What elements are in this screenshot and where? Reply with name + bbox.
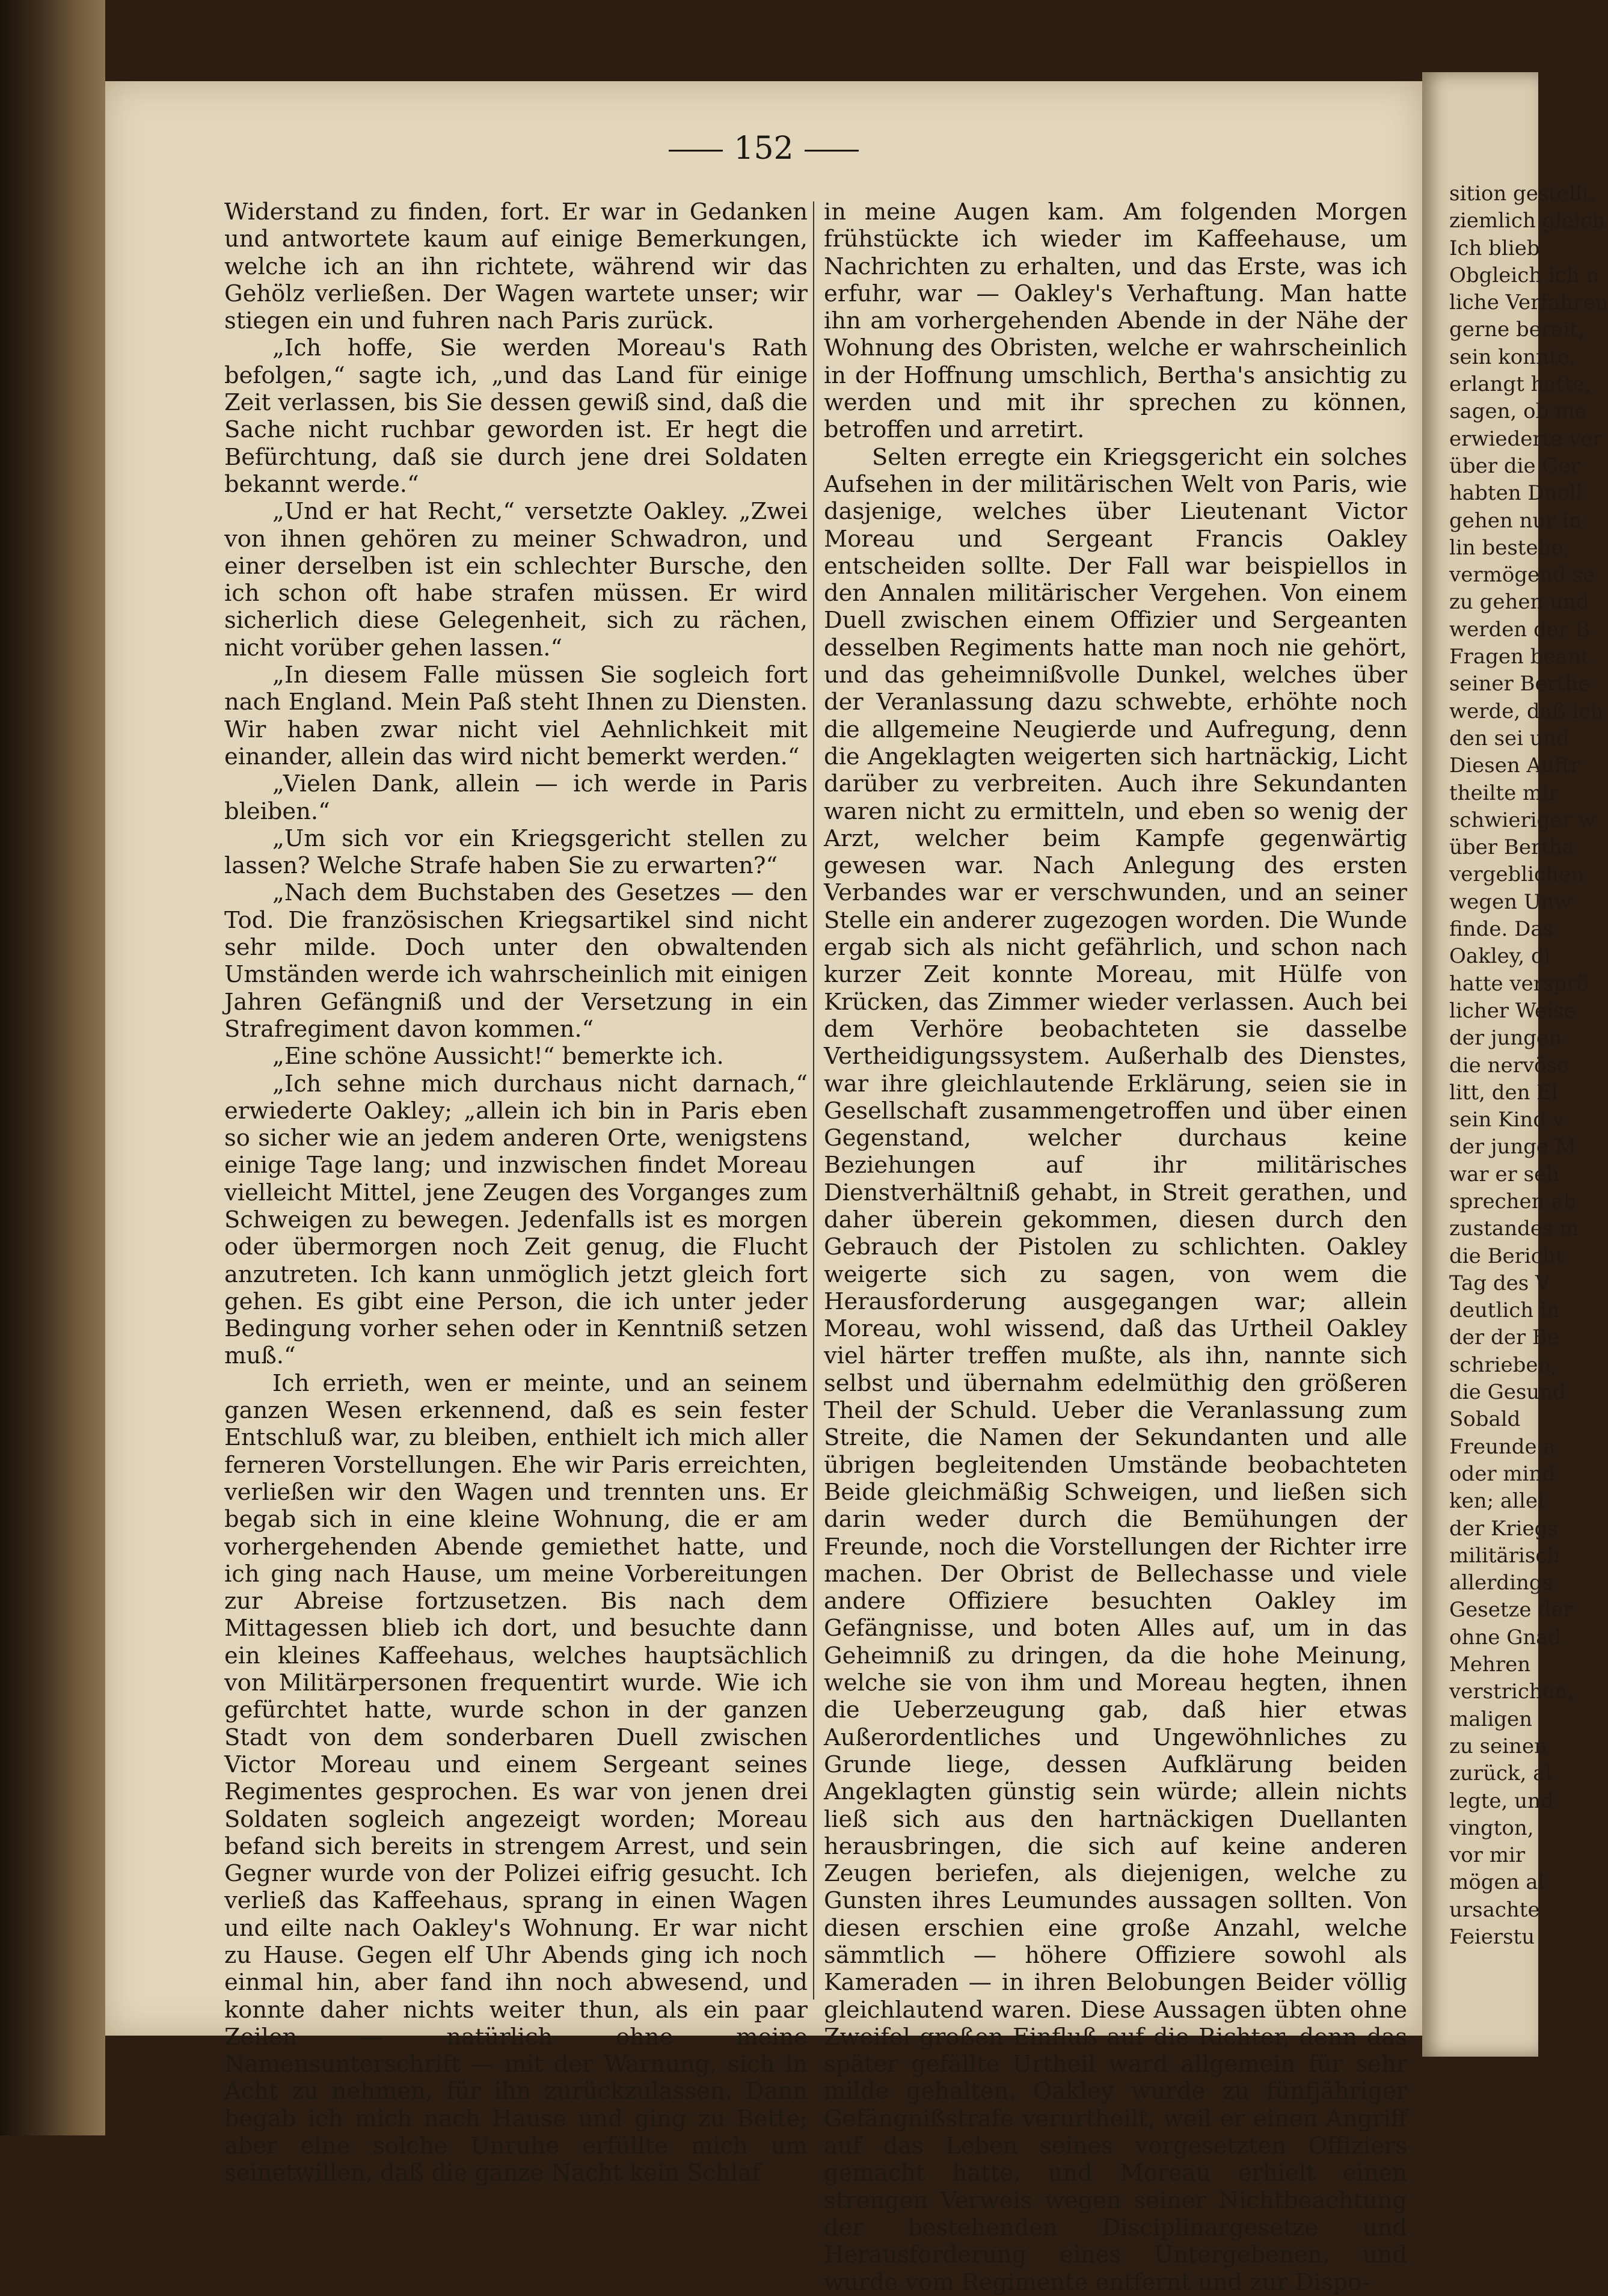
fragment-line: verstrichen, [1449, 1680, 1574, 1704]
fragment-line: deutlich in [1449, 1298, 1560, 1323]
fragment-line: gehen nur in [1449, 508, 1582, 533]
fragment-line: vington, [1449, 1816, 1534, 1840]
fragment-line: über Bertha [1449, 835, 1575, 860]
fragment-line: schwieriger w [1449, 808, 1596, 832]
paragraph: „Um sich vor ein Kriegsgericht stellen zu lassen? Welche Strafe haben Sie zu erwarten?“ [224, 824, 808, 880]
fragment-line: erlangt hatte, [1449, 372, 1592, 397]
fragment-line: lin bestehe, [1449, 535, 1570, 560]
fragment-line: licher Weise [1449, 998, 1576, 1023]
fragment-line: Tag des V [1449, 1271, 1550, 1295]
paragraph: „Und er hat Recht,“ versetzte Oakley. „Zwei von ihnen gehören zu meiner Schwadron, und einer derselben ist ein schlechter Bursche, den ich schon oft habe strafen müssen. Er wird sicherlich diese Gelegenheit, sich zu rächen, nicht vorüber gehen lassen.“ [224, 498, 808, 661]
fragment-line: Mehren [1449, 1653, 1531, 1677]
ornament-right [805, 150, 859, 152]
fragment-line: finde. Das [1449, 917, 1554, 942]
book-page [105, 81, 1422, 2296]
fragment-line: Oakley, di [1449, 944, 1551, 969]
fragment-line: der Kriegs [1449, 1516, 1558, 1541]
fragment-line: zu seinen [1449, 1734, 1547, 1758]
fragment-line: habten Duell [1449, 481, 1583, 506]
book-spine [0, 0, 105, 2135]
fragment-line: sein Kind v [1449, 1108, 1565, 1132]
fragment-line: der der Be [1449, 1325, 1559, 1350]
fragment-line: theilte mir [1449, 781, 1559, 805]
fragment-line: allerdings [1449, 1571, 1553, 1595]
fragment-line: maligen [1449, 1707, 1533, 1731]
fragment-line: Feierstu [1449, 1925, 1535, 1949]
fragment-line: hatte versprö [1449, 971, 1589, 996]
fragment-line: ziemlich gleich [1449, 209, 1606, 233]
fragment-line: wegen Unw [1449, 889, 1572, 914]
paragraph: „Ich hoffe, Sie werden Moreau's Rath befolgen,“ sagte ich, „und das Land für einige Zeit verlassen, bis Sie dessen gewiß sind, daß die Sache nicht ruchbar geworden ist. Er hegt die Befürchtung, daß sie durch jene drei Soldaten bekannt werde.“ [224, 334, 808, 498]
fragment-line: den sei und [1449, 726, 1570, 750]
fragment-line: Obgleich ich n [1449, 263, 1600, 287]
fragment-line: erwiederte ver [1449, 426, 1603, 451]
paragraph: „Nach dem Buchstaben des Gesetzes — den Tod. Die französischen Kriegsartikel sind nicht sehr milde. Doch unter den obwaltenden Umständen werde ich wahrscheinlich mit einigen Jahren Gefängniß und der Versetzung in ein Strafregiment davon kommen.“ [224, 879, 808, 1043]
page-number: 152 [734, 130, 794, 167]
paragraph: „In diesem Falle müssen Sie sogleich fort nach England. Mein Paß steht Ihnen zu Diensten. Wir haben zwar nicht viel Aehnlichkeit mit einander, allein das wird nicht bemerkt werden.“ [224, 661, 808, 770]
next-page-fragments [1449, 180, 1608, 2045]
right-column [824, 198, 1407, 2296]
paragraph: „Ich sehne mich durchaus nicht darnach,“ erwiederte Oakley; „allein ich bin in Paris eben so sicher wie an jedem anderen Orte, wenigstens einige Tage lang; und inzwischen findet Moreau vielleicht Mittel, jene Zeugen des Vorganges zum Schweigen zu bewegen. Jedenfalls ist es morgen oder übermorgen noch Zeit genug, die Flucht anzutreten. Ich kann unmöglich jetzt gleich fort gehen. Es gibt eine Person, die ich unter jeder Bedingung vorher sehen oder in Kenntniß setzen muß.“ [224, 1070, 808, 1370]
fragment-line: gerne bereit, [1449, 318, 1585, 342]
paragraph: Widerstand zu finden, fort. Er war in Gedanken und antwortete kaum auf einige Bemerkungen, welche ich an ihn richtete, während wir das Gehölz verließen. Der Wagen wartete unser; wir stiegen ein und fuhren nach Paris zurück. [224, 198, 808, 335]
fragment-line: zustandes m [1449, 1217, 1579, 1241]
left-column [224, 198, 808, 2187]
fragment-line: werde, daß ich [1449, 699, 1604, 723]
fragment-line: der junge M [1449, 1135, 1576, 1159]
fragment-line: sein konnte. [1449, 345, 1576, 369]
fragment-line: mögen al [1449, 1870, 1545, 1895]
paragraph: Ich errieth, wen er meinte, und an seinem ganzen Wesen erkennend, daß es sein fester Entschluß war, zu bleiben, enthielt ich mich aller ferneren Vorstellungen. Ehe wir Paris erreichten, verließen wir den Wagen und trennten uns. Er begab sich in eine kleine Wohnung, die er am vorhergehenden Abende gemiethet hatte, und ich ging nach Hause, um meine Vorbereitungen zur Abreise fortzusetzen. Bis nach dem Mittagessen blieb ich dort, und besuchte dann ein kleines Kaffeehaus, welches hauptsächlich von Militärpersonen frequentirt wurde. Wie ich gefürchtet hatte, wurde schon in der ganzen Stadt von dem sonderbaren Duell zwischen Victor Moreau und einem Sergeant seines Regimentes gesprochen. Es war von jenen drei Soldaten sogleich angezeigt worden; Moreau befand sich bereits in strengem Arrest, und sein Gegner wurde von der Polizei eifrig gesucht. Ich verließ das Kaffeehaus, sprang in einen Wagen und eilte nach Oakley's Wohnung. Er war nicht zu Hause. Gegen elf Uhr Abends ging ich noch einmal hin, aber fand ihn noch abwesend, und konnte daher nichts weiter thun, als ein paar Zeilen — natürlich ohne meine Namensunterschrift — mit der Warnung, sich in Acht zu nehmen, für ihn zurückzulassen. Dann begab ich mich nach Hause und ging zu Bette; aber eine solche Unruhe erfüllte mich um seinetwillen, daß die ganze Nacht kein Schlaf [224, 1369, 808, 2187]
fragment-line: militärisch [1449, 1543, 1560, 1568]
fragment-line: seiner Berthe [1449, 672, 1591, 696]
fragment-line: sprechen ab [1449, 1189, 1577, 1214]
fragment-line: Sobald [1449, 1407, 1521, 1432]
fragment-line: die nervöse [1449, 1053, 1570, 1078]
paragraph: „Vielen Dank, allein — ich werde in Paris bleiben.“ [224, 770, 808, 825]
paragraph: Selten erregte ein Kriegsgericht ein solches Aufsehen in der militärischen Welt von Paris, wie dasjenige, welches über Lieutenant Victor Moreau und Sergeant Francis Oakley entscheiden sollte. Der Fall war beispiellos in den Annalen militärischer Vergehen. Von einem Duell zwischen einem Offizier und Sergeanten desselben Regiments hatte man noch nie gehört, und das geheimnißvolle Dunkel, welches über der Veranlassung dazu schwebte, erhöhte noch die allgemeine Neugierde und Aufregung, denn die Angeklagten weigerten sich hartnäckig, Licht darüber zu verbreiten. Auch ihre Sekundanten waren nicht zu ermitteln, und eben so wenig der Arzt, welcher beim Kampfe gegenwärtig gewesen war. Nach Anlegung des ersten Verbandes war er verschwunden, und an seiner Stelle ein anderer zugezogen worden. Die Wunde ergab sich als nicht gefährlich, und schon nach kurzer Zeit konnte Moreau, mit Hülfe von Krücken, das Zimmer wieder verlassen. Auch bei dem Verhöre beobachteten sie dasselbe Vertheidigungssystem. Außerhalb des Dienstes, war ihre gleichlautende Erklärung, seien sie in Gesellschaft zusammengetroffen und über einen Gegenstand, welcher durchaus keine Beziehungen auf ihr militärisches Dienstverhältniß gehabt, in Streit gerathen, und daher überein gekommen, diesen durch den Gebrauch der Pistolen zu schlichten. Oakley weigerte sich zu sagen, von wem die Herausforderung ausgegangen war; allein Moreau, wohl wissend, daß das Urtheil Oakley viel härter treffen mußte, als ihn, nannte sich selbst und übernahm edelmüthig den größeren Theil der Schuld. Ueber die Veranlassung zum Streite, die Namen der Sekundanten und alle übrigen begleitenden Umstände beobachteten Beide gleichmäßig Schweigen, und ließen sich darin weder durch die Bemühungen der Freunde, noch die Vorstellungen der Richter irre machen. Der Obrist de Bellechasse und viele andere Offiziere besuchten Oakley im Gefängnisse, und boten Alles auf, um in das Geheimniß zu dringen, da die hohe Meinung, welche sie von ihm und Moreau hegten, ihnen die Ueberzeugung gab, daß hier etwas Außerordentliches und Ungewöhnliches zu Grunde liege, dessen Aufklärung beiden Angeklagten günstig sein würde; allein nichts ließ sich aus den hartnäckigen Duellanten herausbringen, die sich auf keine anderen Zeugen beriefen, als diejenigen, welche zu Gunsten ihres Leumundes aussagen sollten. Von diesen erschien eine große Anzahl, welche sämmtlich — höhere Offiziere sowohl als Kameraden — in ihren Belobungen Beider völlig gleichlautend waren. Diese Aussagen übten ohne Zweifel großen Einfluß auf die Richter, denn das später gefällte Urtheil ward allgemein für sehr milde gehalten. Oakley wurde zu fünfjähriger Gefängnißstrafe verurtheilt, weil er einen Angriff auf das Leben seines vorgesetzten Offiziers gemacht hatte, und Moreau erhielt einen strengen Verweis wegen seiner Nichtbeachtung der bestehenden Disciplinargesetze und Herausforderung eines Untergebenen, und wurde vom Regimente entfernt und zur Dispo- [824, 443, 1407, 2296]
fragment-line: oder mind [1449, 1461, 1556, 1486]
fragment-line: sition gestellt, [1449, 182, 1597, 206]
fragment-line: Gesetze der [1449, 1598, 1573, 1622]
fragment-line: über die Ger [1449, 453, 1580, 478]
fragment-line: Freunde a [1449, 1434, 1556, 1459]
fragment-line: vor mir [1449, 1843, 1526, 1868]
fragment-line: schrieben, [1449, 1352, 1558, 1377]
page-header [105, 130, 1422, 167]
fragment-line: der jungen [1449, 1026, 1562, 1051]
paragraph: in meine Augen kam. Am folgenden Morgen frühstückte ich wieder im Kaffeehause, um Nachrichten zu erhalten, und das Erste, was ich erfuhr, war — Oakley's Verhaftung. Man hatte ihn am vorhergehenden Abende in der Nähe der Wohnung des Obristen, welche er wahrscheinlich in der Hoffnung umschlich, Bertha's ansichtig zu werden und mit ihr sprechen zu können, betroffen und arretirt. [824, 198, 1407, 444]
fragment-line: ursachte [1449, 1897, 1540, 1922]
fragment-line: vergeblichen [1449, 862, 1584, 887]
fragment-line: liche Verfahren [1449, 290, 1608, 315]
ornament-left [669, 150, 723, 152]
fragment-line: Ich blieb [1449, 236, 1540, 260]
fragment-line: Fragen beant [1449, 645, 1589, 669]
column-divider [813, 201, 814, 2000]
fragment-line: ohne Gnad [1449, 1625, 1562, 1650]
fragment-line: sagen, ob me [1449, 399, 1587, 424]
fragment-line: Diesen Auftr [1449, 754, 1580, 778]
fragment-line: die Gesund [1449, 1380, 1566, 1405]
fragment-line: ken; allei [1449, 1489, 1544, 1514]
fragment-line: war er seh [1449, 1162, 1560, 1186]
fragment-line: legte, und [1449, 1788, 1554, 1813]
paragraph: „Eine schöne Aussicht!“ bemerkte ich. [272, 1043, 724, 1070]
fragment-line: zu gehen und [1449, 590, 1589, 615]
fragment-line: litt, den El [1449, 1080, 1558, 1105]
fragment-line: die Bericht [1449, 1244, 1564, 1268]
fragment-line: werden der B [1449, 617, 1590, 642]
fragment-line: vermögend se [1449, 563, 1595, 588]
fragment-line: zurück, al [1449, 1761, 1552, 1786]
